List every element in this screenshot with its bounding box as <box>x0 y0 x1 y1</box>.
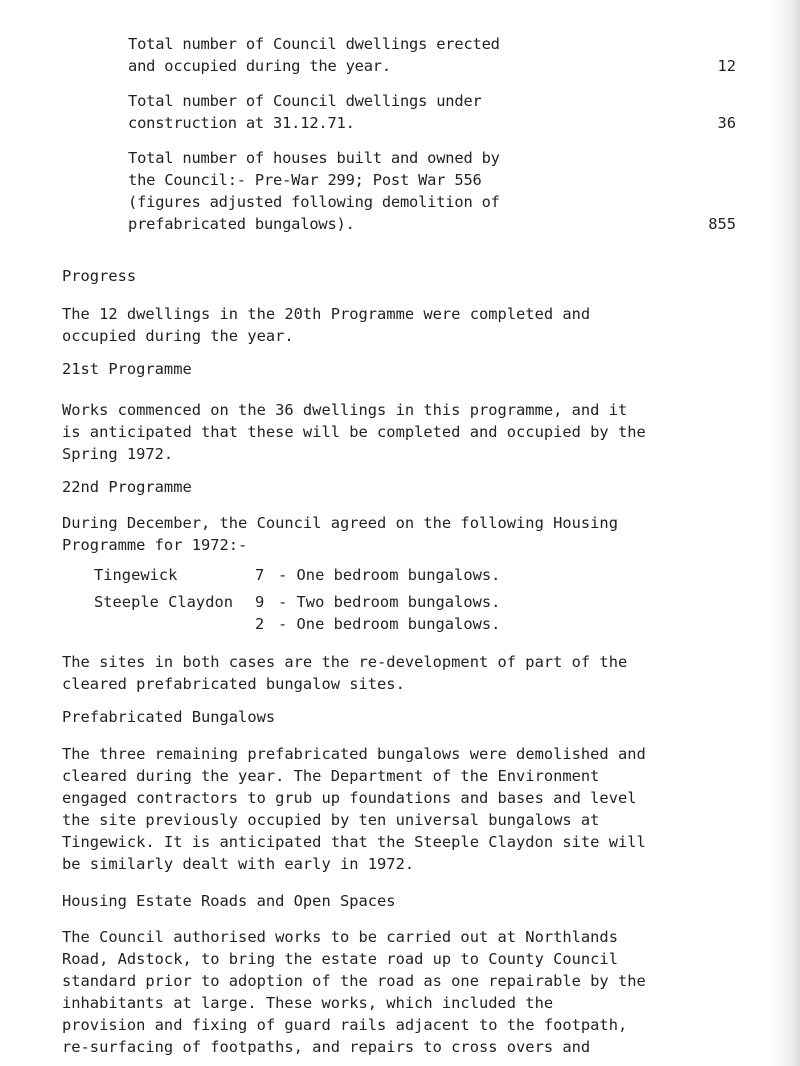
section-heading-21st-programme: 21st Programme <box>62 360 192 378</box>
list-item-count: 2 <box>255 615 265 633</box>
section-heading-prefabricated-bungalows: Prefabricated Bungalows <box>62 708 276 726</box>
section-heading-progress: Progress <box>62 267 137 285</box>
section-heading-housing-estate-roads: Housing Estate Roads and Open Spaces <box>62 892 396 910</box>
list-item-count: 9 <box>255 593 265 611</box>
stat-label-line: Total number of Council dwellings under <box>128 92 482 110</box>
list-item-place: Steeple Claydon <box>94 593 233 611</box>
text-line: The three remaining prefabricated bungalows were demolished and <box>62 745 646 763</box>
text-line: The 12 dwellings in the 20th Programme were completed and <box>62 305 591 323</box>
text-line: Works commenced on the 36 dwellings in this programme, and it <box>62 401 628 419</box>
progress-paragraph <box>62 303 762 347</box>
text-line: inhabitants at large. These works, which included the <box>62 994 554 1012</box>
programme21-paragraph <box>62 399 762 465</box>
stat-value: 855 <box>708 215 736 233</box>
list-item-place: Tingewick <box>94 566 178 584</box>
list-item-desc: - One bedroom bungalows. <box>278 615 501 633</box>
stat-value: 12 <box>717 57 736 75</box>
text-line: During December, the Council agreed on the following Housing <box>62 514 618 532</box>
text-line: be similarly dealt with early in 1972. <box>62 855 415 873</box>
stat-label-line: the Council:- Pre-War 299; Post War 556 <box>128 171 482 189</box>
list-item-desc: - One bedroom bungalows. <box>278 566 501 584</box>
text-line: Spring 1972. <box>62 445 174 463</box>
text-line: the site previously occupied by ten universal bungalows at <box>62 811 600 829</box>
stat-label-line: prefabricated bungalows). <box>128 215 355 233</box>
stat-label-line: Total number of Council dwellings erected <box>128 35 500 53</box>
text-line: re-surfacing of footpaths, and repairs to cross overs and <box>62 1038 591 1056</box>
roads-paragraph <box>62 926 762 1014</box>
text-line: The Council authorised works to be carried out at Northlands <box>62 928 618 946</box>
text-line: occupied during the year. <box>62 327 294 345</box>
text-line: standard prior to adoption of the road as one repairable by the <box>62 972 646 990</box>
roads-paragraph-continued-2 <box>62 1036 762 1058</box>
text-line: provision and fixing of guard rails adjacent to the footpath, <box>62 1016 628 1034</box>
stat-label-line: construction at 31.12.71. <box>128 114 355 132</box>
programme22-after-paragraph <box>62 651 762 695</box>
list-item-desc: - Two bedroom bungalows. <box>278 593 501 611</box>
section-heading-22nd-programme: 22nd Programme <box>62 478 192 496</box>
text-line: The sites in both cases are the re-development of part of the <box>62 653 628 671</box>
text-line: Road, Adstock, to bring the estate road up to County Council <box>62 950 618 968</box>
text-line: engaged contractors to grub up foundations and bases and level <box>62 789 637 807</box>
stat-label-line: and occupied during the year. <box>128 57 391 75</box>
text-line: is anticipated that these will be completed and occupied by the <box>62 423 646 441</box>
text-line: cleared prefabricated bungalow sites. <box>62 675 405 693</box>
text-line: Programme for 1972:- <box>62 536 248 554</box>
stat-label-line: Total number of houses built and owned by <box>128 149 500 167</box>
prefab-paragraph <box>62 743 762 875</box>
list-item-count: 7 <box>255 566 265 584</box>
stat-value: 36 <box>717 114 736 132</box>
stat-label-line: (figures adjusted following demolition of <box>128 193 500 211</box>
text-line: Tingewick. It is anticipated that the Steeple Claydon site will <box>62 833 646 851</box>
roads-paragraph-continued <box>62 1014 762 1036</box>
programme22-paragraph <box>62 512 762 556</box>
text-line: cleared during the year. The Department of the Environment <box>62 767 600 785</box>
